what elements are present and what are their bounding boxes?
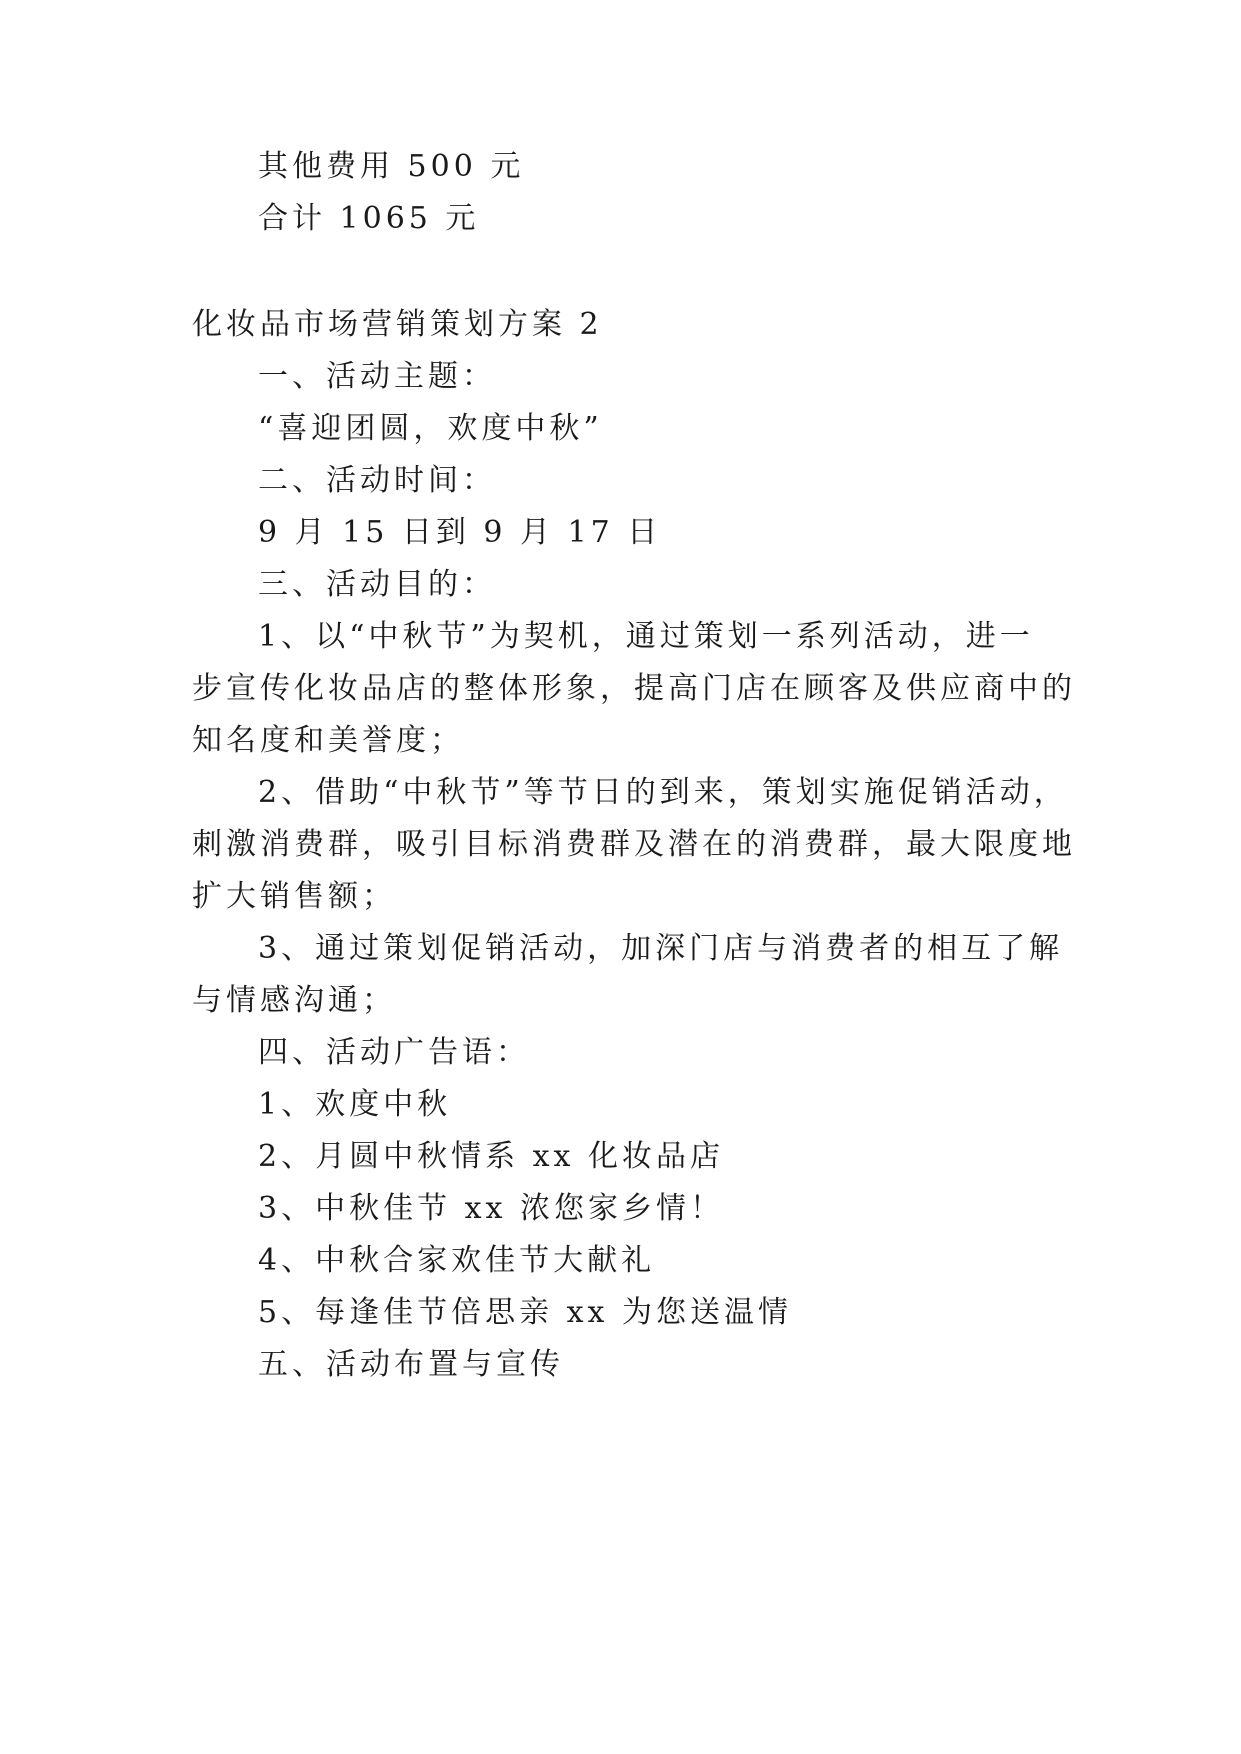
time-heading: 二、活动时间：: [258, 463, 496, 498]
theme-heading: 一、活动主题：: [258, 359, 496, 394]
slogan-item-1: 1、欢度中秋: [258, 1087, 452, 1122]
slogan-item-2: 2、月圆中秋情系 xx 化妆品店: [258, 1139, 724, 1174]
section-title: 化妆品市场营销策划方案 2: [192, 307, 603, 342]
time-text: 9 月 15 日到 9 月 17 日: [258, 515, 662, 550]
slogan-item-4: 4、中秋合家欢佳节大献礼: [258, 1243, 656, 1278]
slogan-item-3: 3、中秋佳节 xx 浓您家乡情！: [258, 1191, 724, 1226]
purpose-heading: 三、活动目的：: [258, 567, 496, 602]
slogan-item-5: 5、每逢佳节倍思亲 xx 为您送温情: [258, 1295, 792, 1330]
total-cost-line: 合计 1065 元: [258, 201, 480, 236]
purpose-p3-line-1: 3、通过策划促销活动，加深门店与消费者的相互了解: [258, 931, 1064, 966]
purpose-p3-line-2: 与情感沟通；: [192, 983, 396, 1018]
purpose-p1-line-1: 1、以“中秋节”为契机，通过策划一系列活动，进一: [258, 619, 1034, 654]
slogans-heading: 四、活动广告语：: [258, 1035, 530, 1070]
other-cost-line: 其他费用 500 元: [258, 149, 525, 184]
layout-section-heading: 五、活动布置与宣传: [258, 1347, 564, 1382]
theme-text: “喜迎团圆，欢度中秋”: [258, 411, 603, 446]
purpose-p1-line-3: 知名度和美誉度；: [192, 723, 464, 758]
purpose-p2-line-1: 2、借助“中秋节”等节日的到来，策划实施促销活动，: [258, 775, 1068, 810]
purpose-p2-line-2: 刺激消费群，吸引目标消费群及潜在的消费群，最大限度地: [192, 827, 1076, 862]
purpose-p2-line-3: 扩大销售额；: [192, 879, 396, 914]
purpose-p1-line-2: 步宣传化妆品店的整体形象，提高门店在顾客及供应商中的: [192, 671, 1076, 706]
